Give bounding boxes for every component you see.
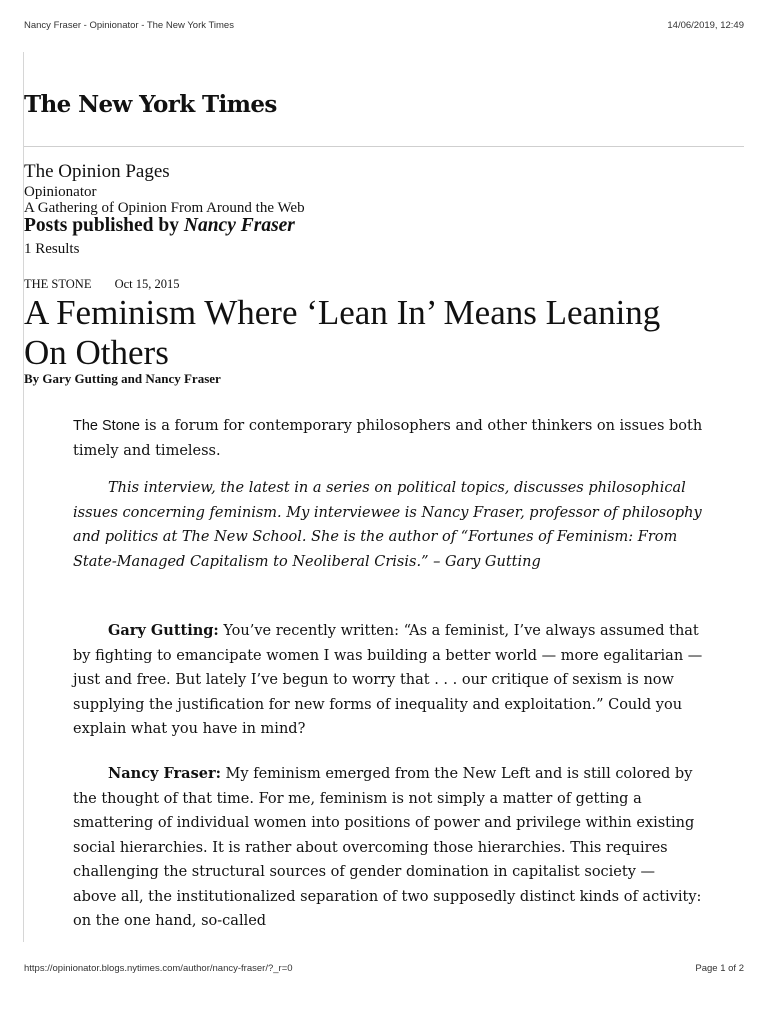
print-header: [24, 20, 744, 31]
question-paragraph: [73, 619, 703, 742]
nyt-logo[interactable]: The New York Times: [24, 91, 277, 118]
results-count: 1 Results: [24, 241, 80, 257]
blog-name[interactable]: Opinionator: [24, 184, 97, 200]
opinion-pages-title[interactable]: The Opinion Pages: [24, 161, 170, 182]
article-meta: [24, 277, 180, 292]
blog-tagline: A Gathering of Opinion From Around the Web: [24, 200, 305, 216]
article-kicker[interactable]: THE STONE: [24, 277, 92, 291]
italic-intro-paragraph: This interview, the latest in a series on political topics, discusses philosophical issues concerning feminism. My interviewee is Nancy Fraser, professor of philosophy and politics at The New School. She is the author of “Fortunes of Feminism: From State-Managed Capitalism to Neoliberal Crisis.” – Gary Gutting: [73, 480, 702, 570]
author-posts-heading: [24, 215, 295, 237]
author-name: Nancy Fraser: [183, 215, 295, 236]
answer-speaker: Nancy Fraser:: [108, 765, 221, 782]
intro-paragraph: [73, 414, 703, 463]
answer-paragraph: [73, 762, 703, 934]
print-footer: [24, 963, 744, 974]
intro-text: is a forum for contemporary philosophers and other thinkers on issues both timely and timeless.: [73, 418, 703, 459]
question-speaker: Gary Gutting:: [108, 622, 219, 639]
the-stone-link[interactable]: The Stone: [73, 418, 140, 434]
page-url: https://opinionator.blogs.nytimes.com/author/nancy-fraser/?_r=0: [24, 963, 293, 974]
article-byline: By Gary Gutting and Nancy Fraser: [24, 371, 221, 386]
article-headline[interactable]: A Feminism Where ‘Lean In’ Means Leaning On Others: [24, 293, 661, 372]
page-indicator: Page 1 of 2: [695, 963, 744, 974]
answer-text: My feminism emerged from the New Left and is still colored by the thought of that time. For me, feminism is not simply a matter of getting a smattering of individual women into positions of power and privilege within existing social hierarchies. It is rather about overcoming those hierarchies. This requires challenging the structural sources of gender domination in capitalist society — above all, the institutionalized separation of two supposedly distinct kinds of activity: on the one hand, so-called: [73, 766, 702, 929]
header-divider: [24, 146, 744, 147]
print-datetime: 14/06/2019, 12:49: [667, 20, 744, 31]
article-date: Oct 15, 2015: [114, 277, 180, 291]
posts-heading-prefix: Posts published by: [24, 215, 179, 236]
question-text: You’ve recently written: “As a feminist, I’ve always assumed that by fighting to emancipate women I was building a better world — more egalitarian — just and free. But lately I’ve begun to worry that . . . our critique of sexism is now supplying the justification for new forms of inequality and exploitation.” Could you explain what you have in mind?: [73, 623, 703, 737]
print-page-title: Nancy Fraser - Opinionator - The New York Times: [24, 20, 234, 31]
